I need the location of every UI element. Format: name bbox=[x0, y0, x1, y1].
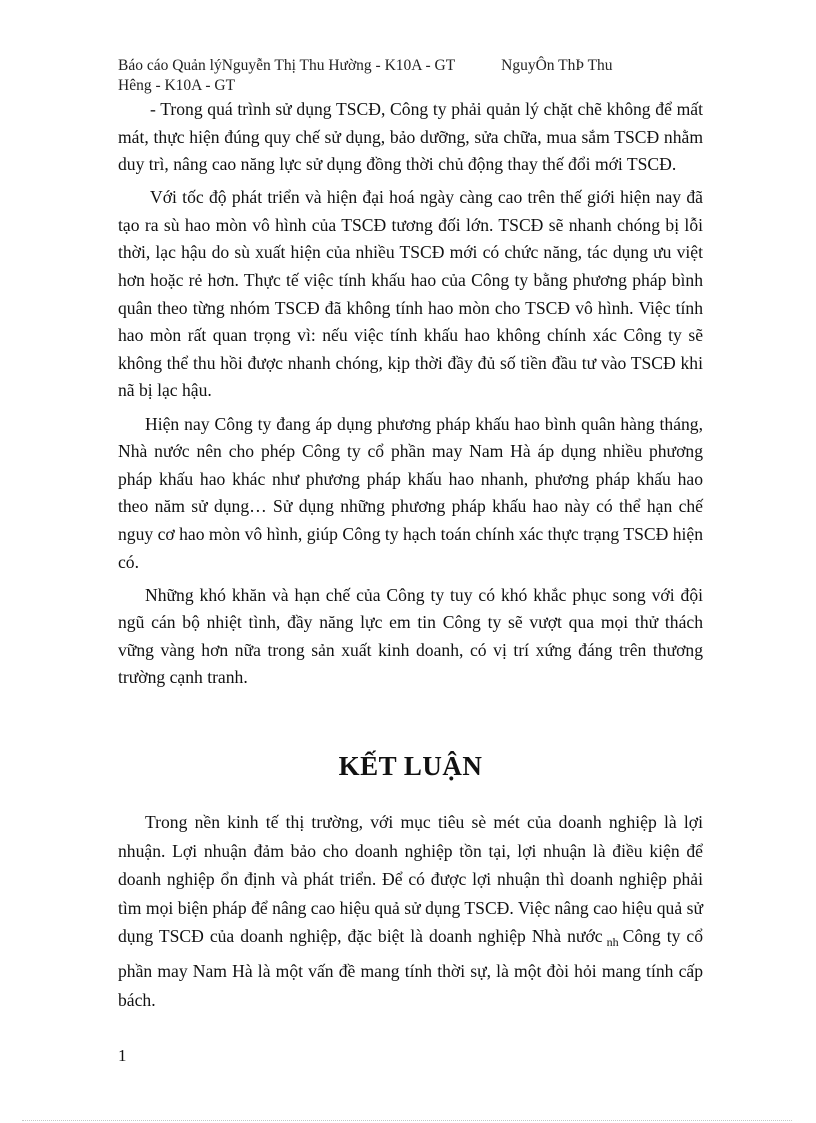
conclusion-paragraph bbox=[118, 808, 703, 1014]
paragraph-4: Những khó khăn và hạn chế của Công ty tuy có khó khắc phục song với đội ngũ cán bộ nhiệt tình, đầy năng lực em tin Công ty sẽ vượt qua mọi thử thách vững vàng hơn nữa trong sản xuất kinh doanh, có vị trí xứng đáng trên thương trường cạnh tranh. bbox=[118, 584, 703, 688]
paragraph-1: - Trong quá trình sử dụng TSCĐ, Công ty phải quản lý chặt chẽ không để mất mát, thực hiện đúng quy chế sử dụng, bảo dưỡng, sửa chữa, mua sắm TSCĐ nhằm duy trì, nâng cao năng lực sử dụng đồng thời chủ động thay thế đổi mới TSCĐ. bbox=[118, 99, 703, 175]
paragraph-3: Hiện nay Công ty đang áp dụng phương pháp khấu hao bình quân hàng tháng, Nhà nước nên cho phép Công ty cổ phần may Nam Hà áp dụng nhiều phương pháp khấu hao khác như phương pháp khấu hao nhanh, phương pháp khấu hao theo năm sử dụng… Sử dụng những phương pháp khấu hao này có thể hạn chế nguy cơ hao mòn vô hình, giúp Công ty hạch toán chính xác thực trạng TSCĐ hiện có. bbox=[118, 413, 703, 572]
page-header bbox=[118, 56, 703, 96]
paragraph-2: Với tốc độ phát triển và hiện đại hoá ngày càng cao trên thế giới hiện nay đã tạo ra sù hao mòn vô hình của TSCĐ tương đối lớn. TSCĐ sẽ nhanh chóng bị lỗi thời, lạc hậu do sù xuất hiện của nhiều TSCĐ mới có chức năng, tác dụng ưu việt hơn hoặc rẻ hơn. Thực tế việc tính khấu hao của Công ty bằng phương pháp bình quân theo từng nhóm TSCĐ đã không tính hao mòn cho TSCĐ vô hình. Việc tính hao mòn rất quan trọng vì: nếu việc tính khấu hao không chính xác Công ty sẽ không thể thu hồi được nhanh chóng, kịp thời đầy đủ số tiền đầu tư vào TSCĐ khi nã bị lạc hậu. bbox=[118, 187, 703, 401]
footer-divider bbox=[22, 1120, 792, 1121]
header-line-2: Hêng - K10A - GT bbox=[118, 77, 236, 94]
conclusion-body bbox=[118, 808, 703, 1014]
header-right-text: NguyÔn ThÞ Thu bbox=[501, 57, 613, 74]
header-line-1 bbox=[118, 56, 703, 76]
document-body bbox=[118, 96, 703, 802]
section-title: KẾT LUẬN bbox=[338, 750, 483, 781]
conclusion-text-before: Trong nền kinh tế thị trường, với mục tiêu sè mét của doanh nghiệp là lợi nhuận. Lợi nhuận đảm bảo cho doanh nghiệp tồn tại, lợi nhuận là điều kiện để doanh nghiệp ổn định và phát triển. Để có được lợi nhuận thì doanh nghiệp phải tìm mọi biện pháp để nâng cao hiệu quả sử dụng TSCĐ. Việc nâng cao hiệu quả sử dụng TSCĐ của doanh nghiệp, đặc biệt là doanh nghiệp Nhà nước bbox=[118, 812, 703, 947]
conclusion-subscript: nh bbox=[606, 935, 619, 950]
header-left-text: Báo cáo Quản lýNguyễn Thị Thu Hường - K10A - GT bbox=[118, 57, 456, 74]
page-number: 1 bbox=[118, 1046, 127, 1065]
conclusion-text-after: Công ty cổ phần may Nam Hà là một vấn đề mang tính thời sự, là một đòi hỏi mang tính cấp bách. bbox=[118, 926, 703, 1010]
